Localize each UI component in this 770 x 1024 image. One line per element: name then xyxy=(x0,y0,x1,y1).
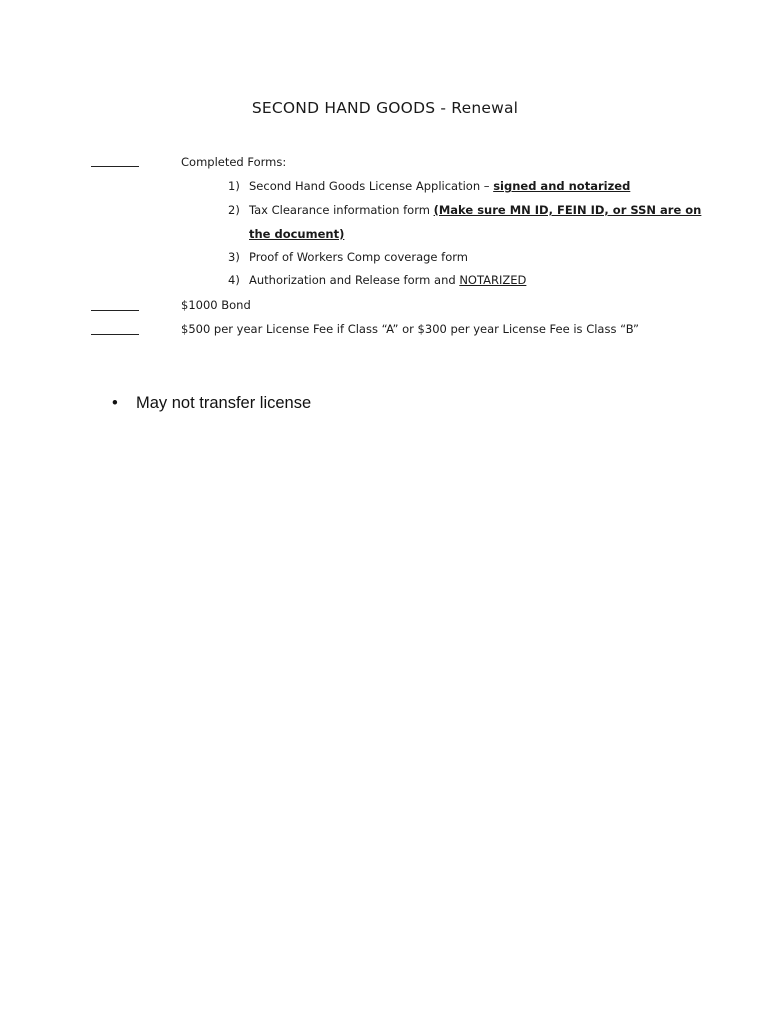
item-emphasis: NOTARIZED xyxy=(459,273,527,287)
page-title: SECOND HAND GOODS - Renewal xyxy=(251,99,519,117)
checkbox-line-bond[interactable] xyxy=(91,310,139,311)
bond-label: $1000 Bond xyxy=(181,298,251,312)
list-item xyxy=(228,179,630,193)
list-item-continuation xyxy=(249,227,344,241)
note-bullet xyxy=(112,394,311,413)
item-text: Second Hand Goods License Application – xyxy=(249,179,494,193)
item-emphasis: the document) xyxy=(249,227,345,241)
checkbox-line-fee[interactable] xyxy=(91,334,139,335)
list-item xyxy=(228,273,526,287)
item-number: 2) xyxy=(228,203,240,217)
completed-forms-label: Completed Forms: xyxy=(181,155,287,169)
fee-label: $500 per year License Fee if Class “A” or $300 per year License Fee is Class “B” xyxy=(181,322,639,336)
item-number: 1) xyxy=(228,179,240,193)
item-text: Authorization and Release form and xyxy=(249,273,460,287)
item-text: Proof of Workers Comp coverage form xyxy=(249,250,468,264)
item-text: Tax Clearance information form xyxy=(249,203,434,217)
bullet-dot-icon: • xyxy=(112,394,118,412)
list-item xyxy=(228,250,468,264)
item-emphasis: signed and notarized xyxy=(493,179,631,193)
checkbox-line-forms[interactable] xyxy=(91,166,139,167)
item-number: 3) xyxy=(228,250,240,264)
note-text: May not transfer license xyxy=(136,394,312,412)
list-item xyxy=(228,203,701,217)
item-number: 4) xyxy=(228,273,240,287)
item-emphasis: (Make sure MN ID, FEIN ID, or SSN are on xyxy=(433,203,702,217)
